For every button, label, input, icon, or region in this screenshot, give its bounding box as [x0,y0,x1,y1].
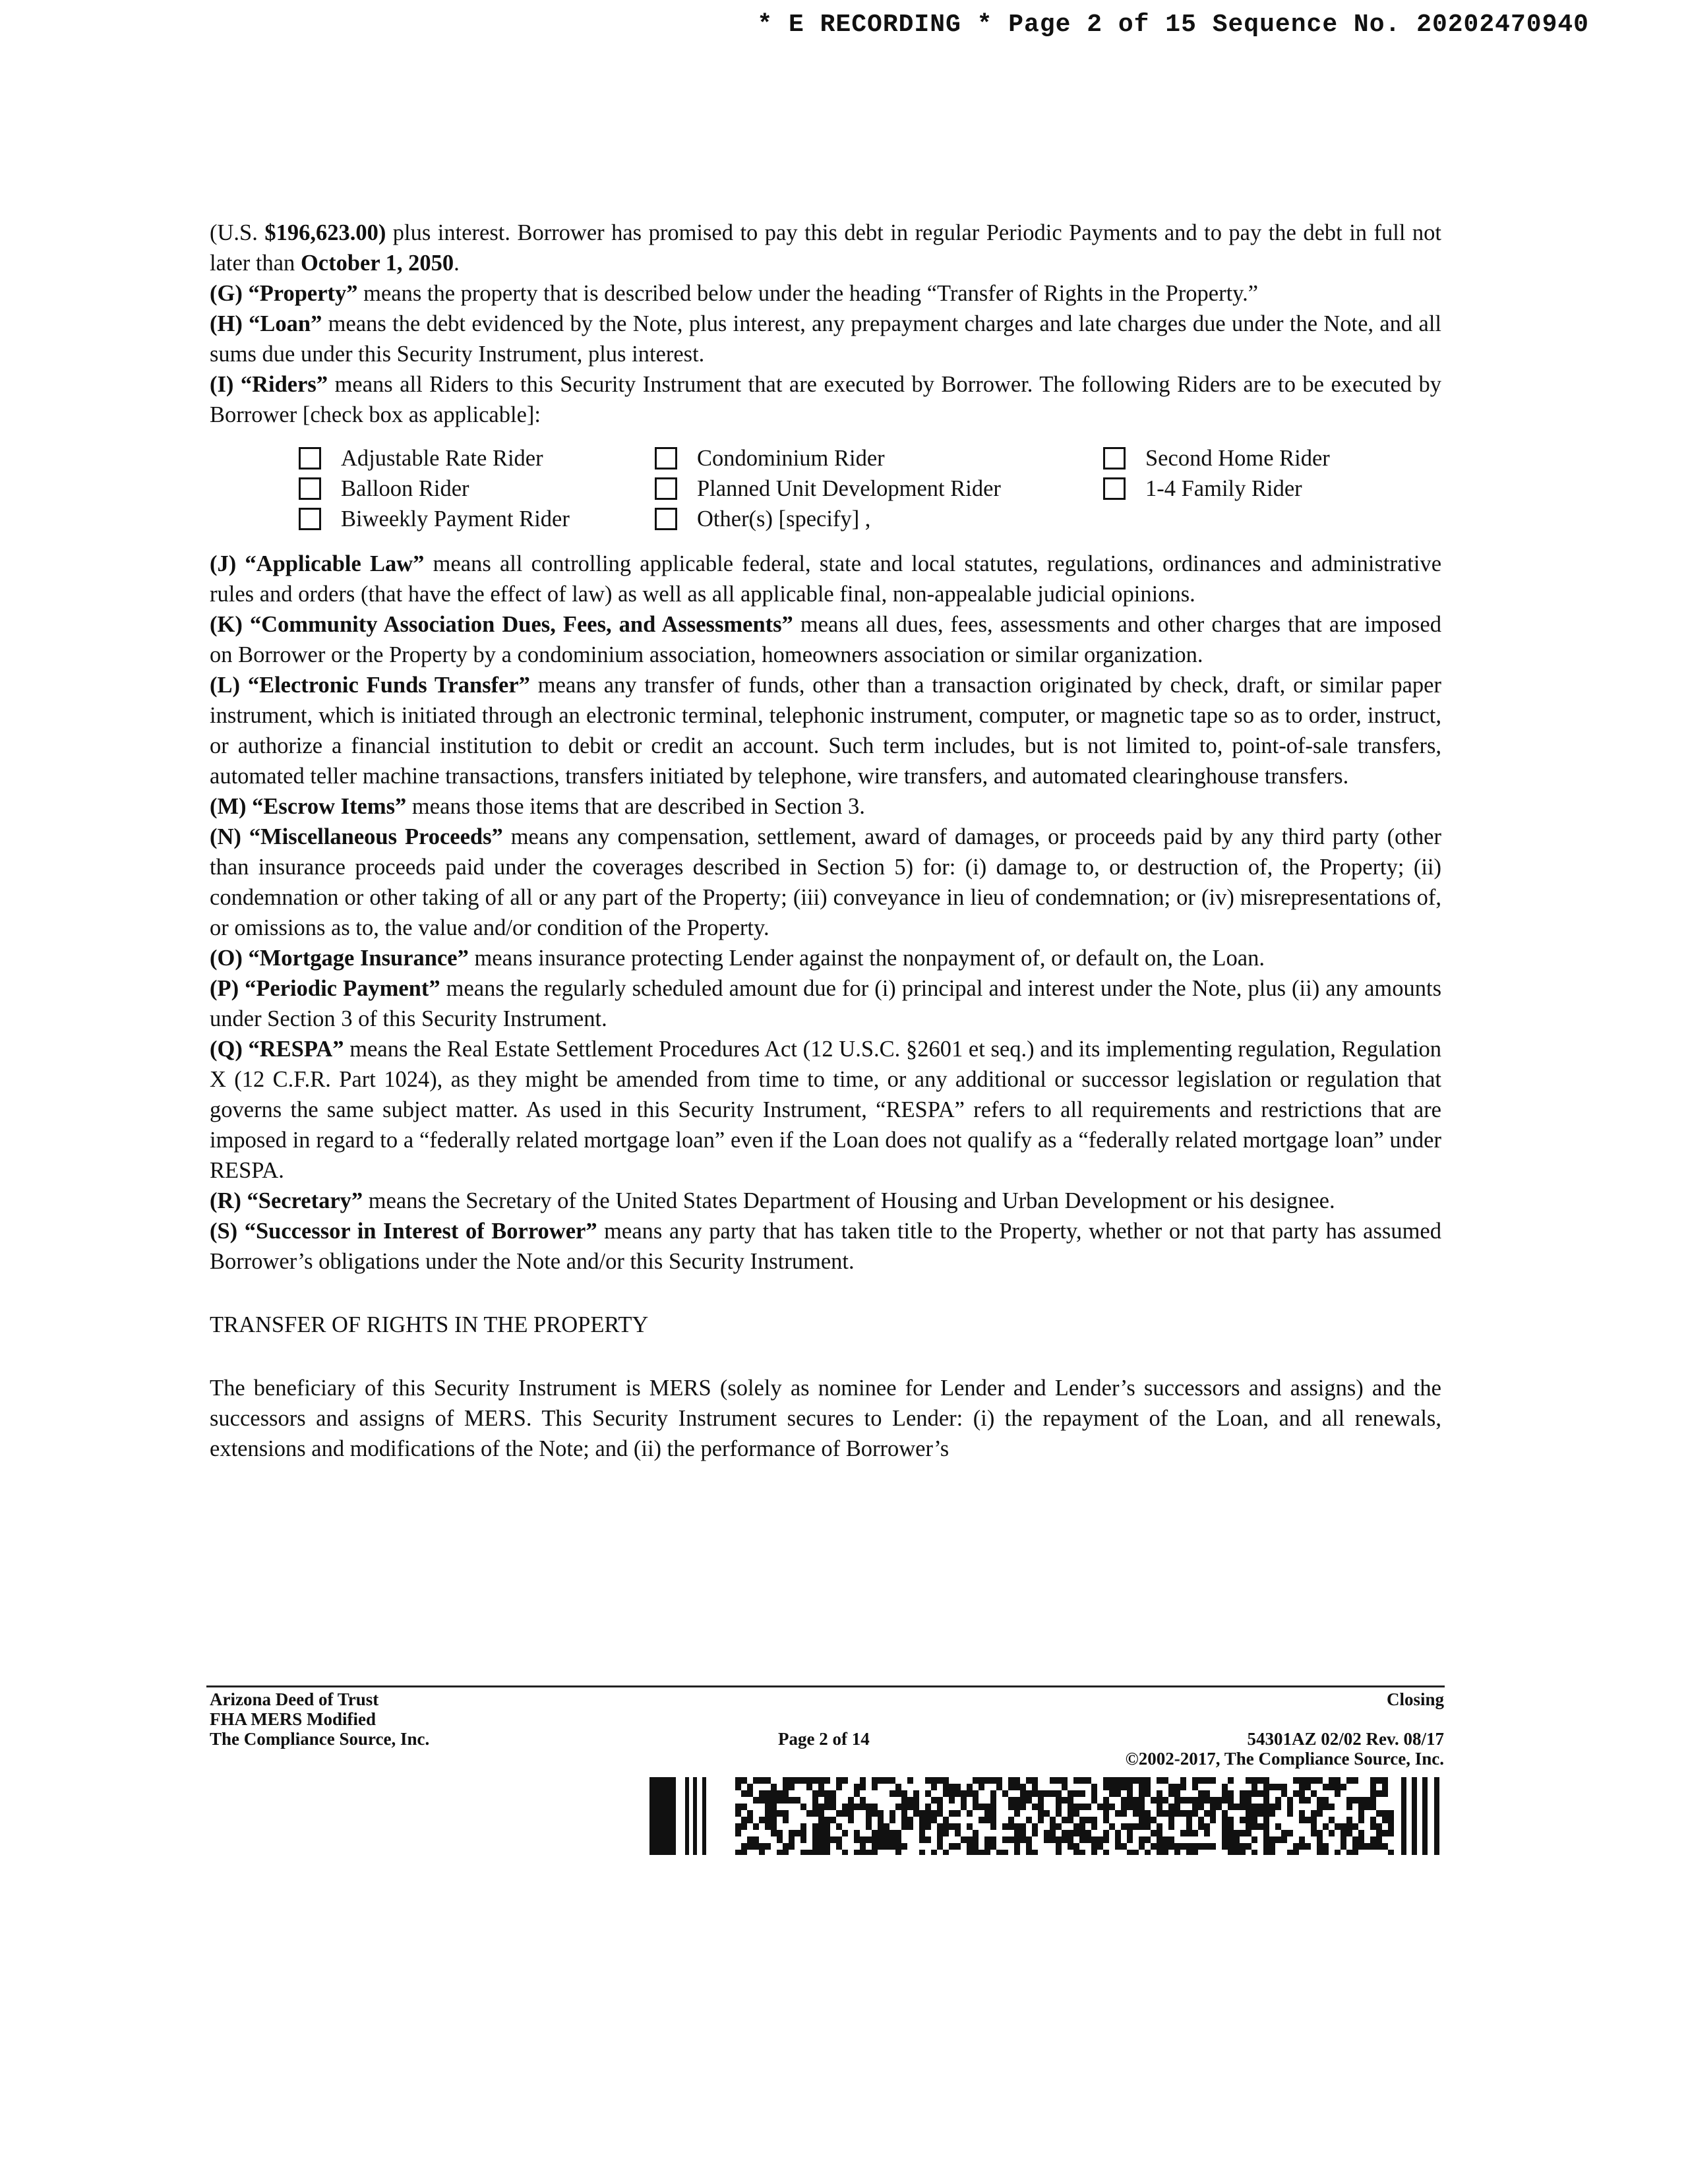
rider-other: Other(s) [specify] , [655,504,1103,534]
rider-planned-unit: Planned Unit Development Rider [655,473,1103,504]
definition-eft: (L) “Electronic Funds Transfer” means any transfer of funds, other than a transaction originated by check, draft, or similar paper instrument, which is initiated through an electronic terminal, telephonic instrument, computer, or magnetic tape so as to order, instruct, or authorize a financial institution to debit or credit an account. Such term includes, but is not limited to, point-of-sale transfers, automated teller machine transactions, transfers initiated by telephone, wire transfers, and automated clearinghouse transfers. [210,673,1441,789]
checkbox-icon[interactable] [1103,447,1126,470]
definition-community-dues: (K) “Community Association Dues, Fees, and Assessments” means all dues, fees, assessments and other charges that are imposed on Borrower or the Property by a condominium association, homeowners association or similar organization. [210,612,1441,667]
riders-checklist [299,443,1441,534]
definition-loan: (H) “Loan” means the debt evidenced by the Note, plus interest, any prepayment charges and late charges due under the Note, and all sums due under this Security Instrument, plus interest. [210,311,1441,367]
rider-adjustable-rate: Adjustable Rate Rider [299,443,655,473]
recording-stamp: * E RECORDING * Page 2 of 15 Sequence No. 20202470940 [757,11,1589,39]
paragraph-principal: (U.S. $196,623.00) plus interest. Borrower has promised to pay this debt in regular Periodic Payments and to pay the debt in full not later than October 1, 2050. [210,220,1441,276]
definition-secretary: (R) “Secretary” means the Secretary of the United States Department of Housing and Urban Development or his designee. [210,1188,1335,1213]
checkbox-icon[interactable] [1103,477,1126,500]
section-heading-transfer: TRANSFER OF RIGHTS IN THE PROPERTY [210,1312,649,1337]
definition-riders: (I) “Riders” means all Riders to this Security Instrument that are executed by Borrower. The following Riders are to be executed by Borrower [check box as applicable]: [210,372,1441,427]
checkbox-icon[interactable] [299,477,321,500]
definition-misc-proceeds: (N) “Miscellaneous Proceeds” means any compensation, settlement, award of damages, or proceeds paid by any third party (other than insurance proceeds paid under the coverages described in Section 5) for: (i) damage to, or destruction of, the Property; (ii) condemnation or other taking of all or any part of the Property; (iii) conveyance in lieu of condemnation; or (iv) misrepresentations of, or omissions as to, the value and/or condition of the Property. [210,824,1441,940]
checkbox-icon[interactable] [299,447,321,470]
paragraph-transfer: The beneficiary of this Security Instrument is MERS (solely as nominee for Lender and Lender’s successors and assigns) and the successors and assigns of MERS. This Security Instrument secures to Lender: (i) the repayment of the Loan, and all renewals, extensions and modifications of the Note; and (ii) the performance of Borrower’s [210,1376,1441,1461]
rider-biweekly: Biweekly Payment Rider [299,504,655,534]
rider-condominium: Condominium Rider [655,443,1103,473]
footer-company: The Compliance Source, Inc. [210,1729,430,1749]
footer-form-name: Arizona Deed of Trust [210,1689,379,1709]
checkbox-icon[interactable] [655,477,677,500]
rider-second-home: Second Home Rider [1103,443,1380,473]
footer-form-variant: FHA MERS Modified [210,1709,377,1729]
footer-copyright: ©2002-2017, The Compliance Source, Inc. [1125,1749,1444,1769]
loan-amount: $196,623.00) [264,220,386,245]
checkbox-icon[interactable] [299,508,321,530]
barcode-icon [649,1777,1445,1855]
footer-form-code: 54301AZ 02/02 Rev. 08/17 [1247,1729,1444,1749]
rider-balloon: Balloon Rider [299,473,655,504]
definition-applicable-law: (J) “Applicable Law” means all controlling applicable federal, state and local statutes, regulations, ordinances and administrative rules and orders (that have the effect of law) as well as all applicable final, non-appealable judicial opinions. [210,551,1442,607]
rider-1-4-family: 1-4 Family Rider [1103,473,1380,504]
definition-successor: (S) “Successor in Interest of Borrower” means any party that has taken title to the Property, whether or not that party has assumed Borrower’s obligations under the Note and/or this Security Instrument. [210,1219,1441,1274]
footer-divider [206,1685,1445,1687]
footer-page-number: Page 2 of 14 [778,1729,870,1749]
checkbox-icon[interactable] [655,447,677,470]
definition-respa: (Q) “RESPA” means the Real Estate Settlement Procedures Act (12 U.S.C. §2601 et seq.) and its implementing regulation, Regulation X (12 C.F.R. Part 1024), as they might be amended from time to time, or any additional or successor legislation or regulation that governs the same subject matter. As used in this Security Instrument, “RESPA” refers to all requirements and restrictions that are imposed in regard to a “federally related mortgage loan” even if the Loan does not qualify as a “federally related mortgage loan” under RESPA. [210,1037,1441,1183]
maturity-date: October 1, 2050 [300,251,454,276]
checkbox-icon[interactable] [655,508,677,530]
document-body [210,218,1441,1464]
definition-escrow-items: (M) “Escrow Items” means those items that are described in Section 3. [210,794,865,819]
footer-stage: Closing [1386,1689,1444,1709]
definition-property: (G) “Property” means the property that is described below under the heading “Transfer of Rights in the Property.” [210,281,1259,306]
definition-mortgage-insurance: (O) “Mortgage Insurance” means insurance protecting Lender against the nonpayment of, or default on, the Loan. [210,946,1265,971]
definition-periodic-payment: (P) “Periodic Payment” means the regularly scheduled amount due for (i) principal and interest under the Note, plus (ii) any amounts under Section 3 of this Security Instrument. [210,976,1441,1031]
